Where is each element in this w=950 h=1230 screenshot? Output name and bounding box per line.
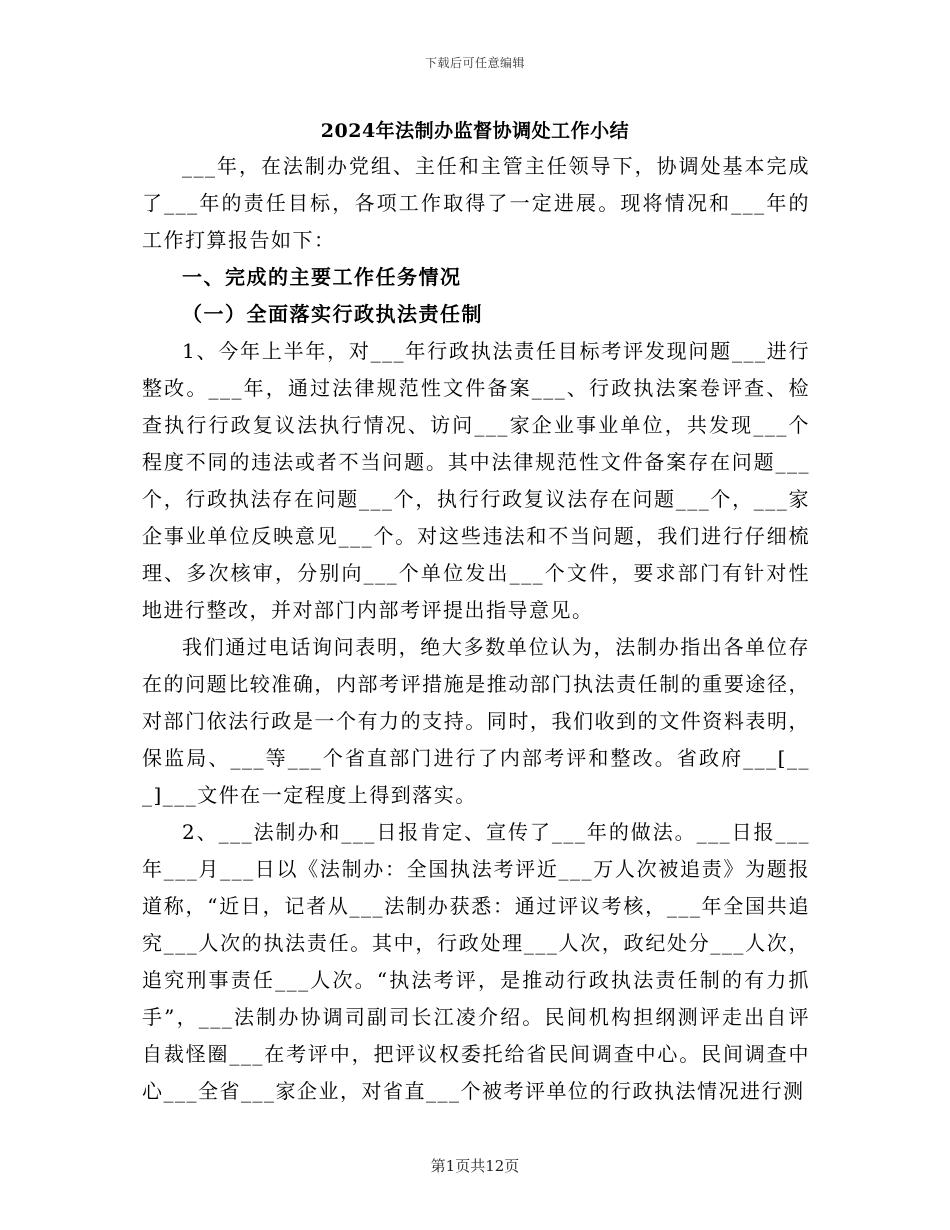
intro-paragraph: ___年，在法制办党组、主任和主管主任领导下，协调处基本完成了___年的责任目标，各项工作取得了一定进展。现将情况和___年的工作打算报告如下：: [142, 154, 810, 252]
page-number: 第1页共12页: [430, 1157, 520, 1175]
body-paragraph-3: 2、___法制办和___日报肯定、宣传了___年的做法。___日报___年___月___日以《法制办：全国执法考评近___万人次被追责》为题报道称，“近日，记者从___法制办获悉：通过评议考核，___年全国共追究___人次的执法责任。其中，行政处理___人次，政纪处分___人次，追究刑事责任___人次。“执法考评，是推动行政执法责任制的有力抓手”，___法制办协调司副司长江凌介绍。民间机构担纲测评走出自评自裁怪圈___在考评中，把评议权委托给省民间调查中心。民间调查中心___全省___家企业，对省直___个被考评单位的行政执法情况进行测: [142, 820, 810, 1103]
document-body: [142, 148, 810, 1110]
header-note: 下载后可任意编辑: [424, 56, 525, 70]
document-title: 2024年法制办监督协调处工作小结: [320, 120, 630, 142]
body-paragraph-2: 我们通过电话询问表明，绝大多数单位认为，法制办指出各单位存在的问题比较准确，内部考评措施是推动部门执法责任制的重要途径，对部门依法行政是一个有力的支持。同时，我们收到的文件资料表明，保监局、___等___个省直部门进行了内部考评和整改。省政府___[___]___文件在一定程度上得到落实。: [142, 635, 810, 807]
section-heading: 一、完成的主要工作任务情况: [182, 265, 462, 289]
subsection-heading: （一）全面落实行政执法责任制: [182, 302, 483, 326]
body-paragraph-1: 1、今年上半年，对___年行政执法责任目标考评发现问题___进行整改。___年，通过法律规范性文件备案___、行政执法案卷评查、检查执行行政复议法执行情况、访问___家企业事业单位，共发现___个程度不同的违法或者不当问题。其中法律规范性文件备案存在问题___个，行政执法存在问题___个，执行行政复议法存在问题___个，___家企事业单位反映意见___个。对这些违法和不当问题，我们进行仔细梳理、多次核审，分别向___个单位发出___个文件，要求部门有针对性地进行整改，并对部门内部考评提出指导意见。: [142, 339, 810, 622]
